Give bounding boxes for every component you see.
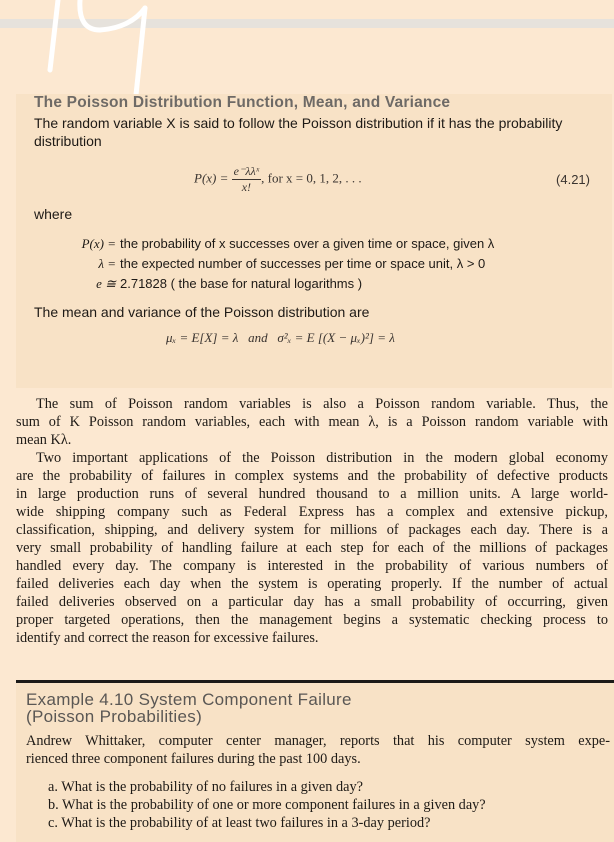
text-line: are the probability of failures in complex systems and the probability of defective products	[16, 468, 608, 484]
text-line: The sum of Poisson random variables is also a Poisson random variable. Thus, the	[36, 396, 608, 412]
text-line: handled every day. The company is interested in the probability of various numbers of	[16, 558, 608, 574]
definition-symbol: e ≅	[96, 276, 116, 291]
mean-equation-text: μₓ = E[X] = λ and σ²ₓ = E [(X − μₓ)²] = λ	[166, 330, 395, 345]
mean-variance-equation	[166, 330, 395, 346]
example-text-line: Andrew Whittaker, computer center manager, reports that his computer system expe-	[26, 733, 610, 749]
eq-fraction	[232, 164, 261, 195]
eq-lhs: P(x) =	[194, 170, 229, 186]
definition-item	[76, 274, 494, 294]
example-text	[26, 732, 610, 768]
body-text	[16, 395, 608, 647]
definition-text: the probability of x successes over a given time or space, given λ	[120, 236, 495, 251]
equation-number: (4.21)	[556, 172, 590, 187]
text-line: very small probability of handling failure at each step for each of the millions of packages	[16, 540, 608, 556]
paragraph-2	[16, 449, 608, 647]
text-line: identify and correct the reason for excessive failures.	[16, 630, 319, 646]
where-label: where	[34, 206, 73, 222]
text-line: failed deliveries observed on a particular day has a small probability of occurring, given	[16, 594, 608, 610]
example-title-line: Example 4.10 System Component Failure	[26, 690, 352, 709]
example-box	[16, 680, 614, 842]
question-item: b. What is the probability of one or more component failures in a given day?	[48, 797, 486, 813]
question-item: c. What is the probability of at least two failures in a 3-day period?	[48, 815, 431, 831]
eq-condition: , for x = 0, 1, 2, . . .	[261, 170, 362, 186]
definition-symbol: P(x) =	[81, 236, 116, 251]
question-item: a. What is the probability of no failures in a given day?	[48, 779, 363, 795]
text-line: wide shipping company such as Federal Express has a complex and extensive pickup,	[16, 504, 608, 520]
example-title	[26, 691, 352, 725]
paragraph-1	[16, 395, 608, 449]
mean-intro: The mean and variance of the Poisson distribution are	[34, 304, 370, 320]
box-title: The Poisson Distribution Function, Mean, and Variance	[34, 94, 451, 111]
eq-numerator: e⁻λλˣ	[233, 164, 260, 178]
definition-box	[16, 94, 612, 388]
example-questions	[48, 778, 486, 832]
definition-text: the expected number of successes per time or space unit, λ > 0	[120, 256, 486, 271]
box-intro: The random variable X is said to follow the Poisson distribution if it has the probability distribution	[34, 115, 563, 149]
definition-text: 2.71828 ( the base for natural logarithms )	[120, 276, 363, 291]
text-line: proper targeted operations, then the management begins a systematic checking process to	[16, 612, 608, 628]
text-line: in large production runs of several hundred thousand to a million units. A large world-	[16, 486, 608, 502]
definition-symbol: λ =	[98, 256, 116, 271]
text-line: Two important applications of the Poisson distribution in the modern global economy	[36, 450, 608, 466]
example-title-line: (Poisson Probabilities)	[26, 707, 203, 726]
definition-item	[76, 254, 494, 274]
eq-denominator: x!	[241, 180, 252, 194]
example-text-line: rienced three component failures during the past 100 days.	[26, 751, 361, 767]
poisson-equation	[194, 164, 362, 195]
text-line: failed deliveries each day when the system is operating properly. If the number of actual	[16, 576, 608, 592]
definition-item	[76, 234, 494, 254]
handwritten-page-number	[0, 0, 200, 100]
text-line: mean Kλ.	[16, 432, 72, 448]
definitions-list	[76, 234, 494, 294]
text-line: classification, shipping, and delivery system for millions of packages each day. There is a	[16, 522, 608, 538]
text-line: sum of K Poisson random variables, each with mean λ, is a Poisson random variable with	[16, 414, 608, 430]
